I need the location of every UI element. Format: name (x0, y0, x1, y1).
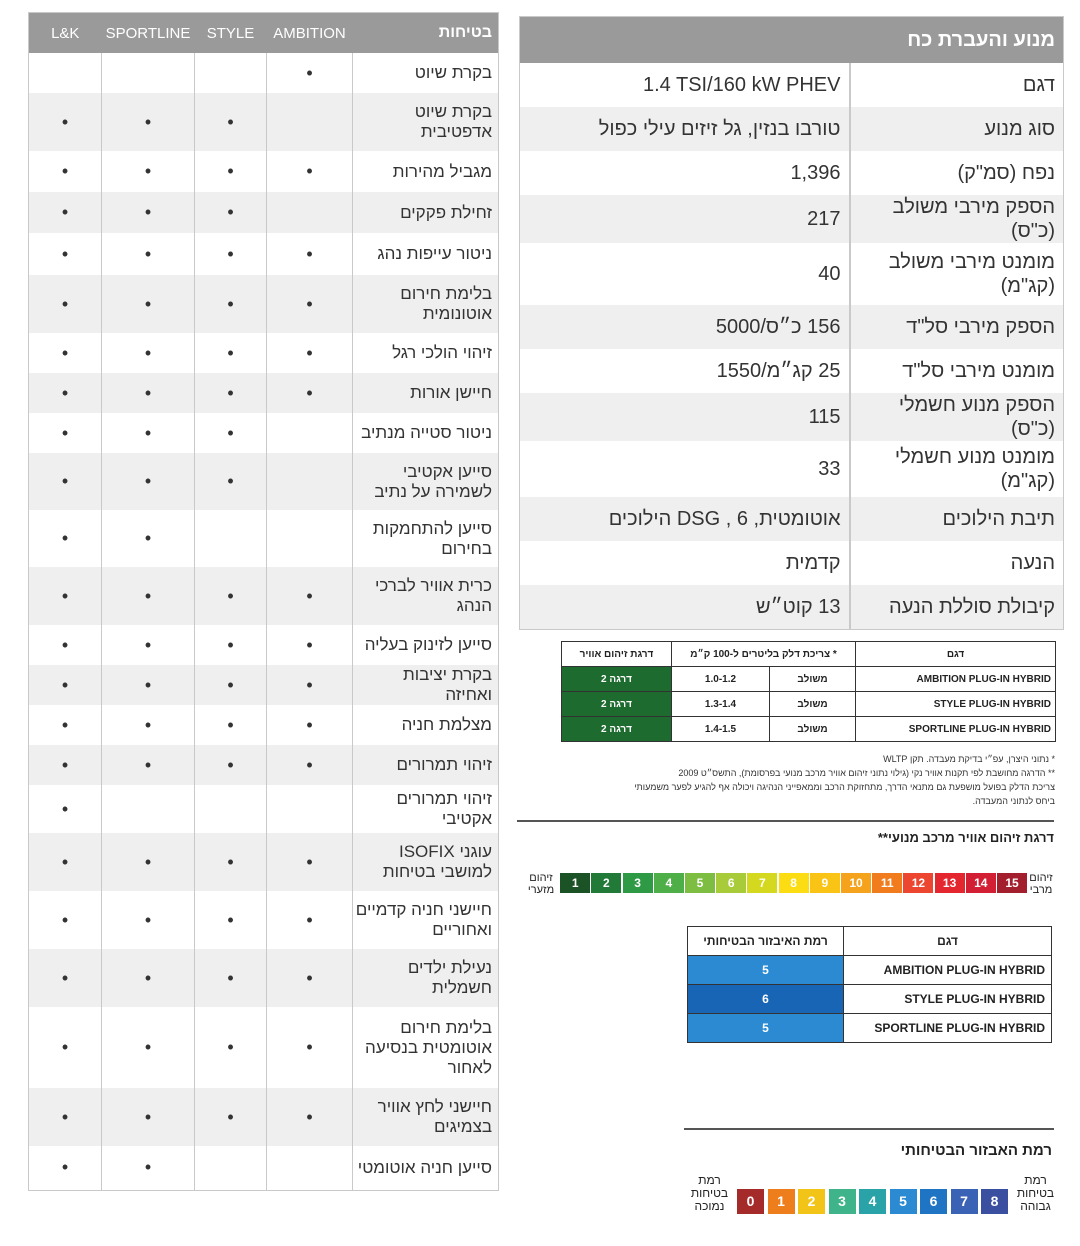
pollution-level-box: 10 (841, 873, 871, 893)
level-body (688, 956, 1052, 1043)
dot-sportline (102, 53, 195, 93)
dot-ambition: • (267, 705, 353, 745)
dot-ambition: • (267, 333, 353, 373)
feature-name: זחילת פקקים (353, 192, 499, 233)
dot-lk: • (29, 151, 102, 192)
col-header-style: STYLE (195, 13, 267, 54)
feature-name: חיישני חניה קדמיים ואחוריים (355, 900, 492, 939)
feature-name: בלימת חירום אוטומטית בנסיעה לאחור (365, 1017, 492, 1077)
dot-ambition: • (267, 891, 353, 949)
dot-ambition: • (267, 53, 353, 93)
dot-ambition: • (267, 567, 353, 625)
dot-ambition: • (267, 1088, 353, 1146)
spec-label: תיבת הילוכים (850, 497, 1064, 541)
dot-lk: • (29, 93, 102, 151)
fuel-model: SPORTLINE PLUG-IN HYBRID (856, 717, 1056, 742)
table-row (29, 785, 499, 833)
pollution-level-box: 9 (810, 873, 840, 893)
dot-lk: • (29, 192, 102, 233)
spec-value: 25 קג״מ/1550 (520, 349, 850, 393)
feature-name: סייען אקטיבי לשמירה על נתיב (353, 453, 499, 510)
dot-lk: • (29, 745, 102, 785)
dot-sportline: • (102, 510, 195, 567)
fuel-header-model: דגם (856, 642, 1056, 667)
feature-name: מגביל מהירות (392, 161, 492, 181)
dot-ambition: • (267, 373, 353, 413)
safety-features-table (28, 12, 499, 1191)
dot-lk (29, 53, 102, 93)
dot-lk: • (29, 567, 102, 625)
safety-level-box: 1 (768, 1189, 795, 1214)
dot-ambition: • (267, 745, 353, 785)
table-row (29, 373, 499, 413)
consumption-range: 1.0-1.2 (672, 667, 770, 692)
spec-row (520, 393, 1064, 441)
table-row (29, 333, 499, 373)
dot-lk: • (29, 785, 102, 833)
table-row (29, 1088, 499, 1146)
feature-name: נעילת ילדים חשמלית (353, 949, 499, 1007)
dot-sportline: • (102, 93, 195, 151)
feature-name: בלימת חירום אוטונומית (353, 275, 499, 333)
dot-sportline: • (102, 833, 195, 891)
safety-level-value: 6 (688, 985, 844, 1014)
fuel-notes (540, 752, 1055, 808)
dot-style: • (195, 93, 267, 151)
pollution-low-label: זיהום מזערי (527, 872, 555, 896)
divider (684, 1128, 1054, 1130)
pollution-grade: דרגה 2 (562, 717, 672, 742)
spec-label: הנעה (1010, 552, 1056, 574)
feature-name: מצלמת חניה (401, 715, 492, 734)
spec-value: 1.4 TSI/160 kW PHEV (520, 63, 850, 107)
dot-lk: • (29, 891, 102, 949)
dot-style: • (195, 151, 267, 192)
dot-ambition: • (267, 233, 353, 275)
spec-row (520, 151, 1064, 195)
dot-ambition: • (267, 625, 353, 665)
feature-name: חיישני לחץ אוויר בצמיגים (353, 1088, 499, 1146)
level-header-model: דגם (844, 927, 1052, 956)
dot-ambition (267, 93, 353, 151)
feature-name: בקרת שיוט אדפטיבית (353, 93, 499, 151)
consumption-type: משולב (770, 667, 856, 692)
feature-name: סייען חניה אוטומטי (357, 1157, 492, 1177)
dot-sportline: • (102, 413, 195, 453)
dot-sportline: • (102, 1007, 195, 1088)
fuel-body (562, 667, 1056, 742)
dot-lk: • (29, 1146, 102, 1190)
dot-sportline: • (102, 745, 195, 785)
table-row (29, 1146, 499, 1190)
safety-level-box: 8 (981, 1189, 1008, 1214)
fuel-header-grade: דרגת זיהום אוויר (562, 642, 672, 667)
feature-name: ניטור סטייה מנתיב (361, 423, 492, 442)
spec-value: 13 קוט״ש (520, 585, 850, 629)
dot-lk: • (29, 275, 102, 333)
feature-name: סייען להתחמקות בחירום (372, 518, 492, 558)
dot-sportline: • (102, 665, 195, 705)
consumption-type: משולב (770, 717, 856, 742)
engine-spec-table (519, 16, 1064, 630)
table-row (29, 192, 499, 233)
table-row (29, 625, 499, 665)
spec-value: אוטומטית, DSG , 6 הילוכים (520, 497, 850, 541)
dot-sportline: • (102, 705, 195, 745)
spec-value: 1,396 (520, 151, 850, 195)
feature-name: סייען לזינוק בעליה (364, 635, 492, 654)
spec-row (520, 305, 1064, 349)
dot-sportline: • (102, 192, 195, 233)
col-header-safety: בטיחות (353, 13, 499, 54)
dot-sportline: • (102, 891, 195, 949)
dot-ambition (267, 192, 353, 233)
col-header-sportline: SPORTLINE (102, 13, 195, 54)
spec-value: 115 (520, 393, 850, 441)
pollution-level-box: 4 (654, 873, 684, 893)
dot-lk: • (29, 233, 102, 275)
safety-level-box: 4 (859, 1189, 886, 1214)
note-line: ** הדרגה מחושבת לפי תקנות אוויר נקי (גילוי נתוני זיהום אוויר מרכב מנועי בפרסומת), התשס״ט 2009 (678, 768, 1055, 778)
dot-sportline: • (102, 453, 195, 510)
dot-sportline: • (102, 275, 195, 333)
dot-lk: • (29, 373, 102, 413)
col-header-lk: L&K (29, 13, 102, 54)
table-row (29, 93, 499, 151)
dot-style: • (195, 413, 267, 453)
safety-header-row (29, 13, 499, 54)
fuel-row (562, 667, 1056, 692)
fuel-header-consumption: צריכת דלק בליטרים ל-100 ק״מ * (672, 642, 856, 667)
spec-label: דגם (1022, 74, 1056, 96)
dot-lk: • (29, 1007, 102, 1088)
dot-ambition (267, 510, 353, 567)
col-header-ambition: AMBITION (267, 13, 353, 54)
consumption-range: 1.4-1.5 (672, 717, 770, 742)
feature-name: זיהוי תמרורים (353, 745, 499, 785)
spec-row (520, 243, 1064, 305)
dot-sportline: • (102, 1146, 195, 1190)
level-model: STYLE PLUG-IN HYBRID (844, 985, 1052, 1014)
spec-value: 156 כ״ס/5000 (520, 305, 850, 349)
safety-level-table (687, 926, 1052, 1043)
safety-body (29, 53, 499, 1190)
feature-name: בקרת יציבות ואחיזה (353, 665, 499, 705)
table-row (29, 745, 499, 785)
spec-label: מומנט מירבי משולב (קג"מ) (888, 251, 1056, 297)
spec-row (520, 107, 1064, 151)
fuel-model: STYLE PLUG-IN HYBRID (856, 692, 1056, 717)
note-line: * נתוני היצרן, עפ״י בדיקת מעבדה. תקן WLTP (883, 754, 1055, 764)
table-row (29, 453, 499, 510)
feature-name: ניטור עייפות נהג (377, 244, 492, 263)
note-line: ביחס לנתוני המעבדה. (972, 796, 1055, 806)
dot-style (195, 1146, 267, 1190)
feature-name: חיישן אורות (353, 373, 499, 413)
dot-style: • (195, 567, 267, 625)
pollution-level-box: 2 (591, 873, 621, 893)
dot-style: • (195, 275, 267, 333)
fuel-model: AMBITION PLUG-IN HYBRID (856, 667, 1056, 692)
dot-lk: • (29, 949, 102, 1007)
safety-level-box: 7 (951, 1189, 978, 1214)
dot-ambition: • (267, 949, 353, 1007)
dot-lk: • (29, 333, 102, 373)
dot-lk: • (29, 625, 102, 665)
pollution-level-box: 12 (903, 873, 933, 893)
dot-sportline: • (102, 333, 195, 373)
note-line: צריכת הדלק בפועל מושפעת גם מתנאי הדרך, מתחזוקת הרכב וממאפייני הנהיגה ויכולה אף להגיע לפער משמעותי (634, 782, 1055, 792)
spec-label: הספק מירבי משולב (כ"ס) (850, 195, 1064, 243)
pollution-level-box: 14 (966, 873, 996, 893)
pollution-title: דרגת זיהום אוויר מרכב מנועי** (877, 830, 1054, 845)
spec-value: 217 (520, 195, 850, 243)
fuel-row (562, 717, 1056, 742)
table-row (29, 949, 499, 1007)
feature-name: עוגני ISOFIX למושבי בטיחות (353, 833, 499, 891)
spec-row (520, 63, 1064, 107)
pollution-level-box: 3 (623, 873, 653, 893)
dot-style: • (195, 333, 267, 373)
dot-sportline: • (102, 151, 195, 192)
dot-style: • (195, 949, 267, 1007)
level-model: SPORTLINE PLUG-IN HYBRID (844, 1014, 1052, 1043)
table-row (29, 891, 499, 949)
level-row (688, 1014, 1052, 1043)
pollution-level-box: 11 (872, 873, 902, 893)
fuel-consumption-table (561, 641, 1056, 742)
dot-ambition: • (267, 275, 353, 333)
spec-row (520, 585, 1064, 629)
safety-level-box: 3 (829, 1189, 856, 1214)
dot-style: • (195, 453, 267, 510)
safety-low-label: רמת בטיחות נמוכה (690, 1173, 729, 1213)
dot-sportline: • (102, 949, 195, 1007)
safety-level-box: 5 (890, 1189, 917, 1214)
spec-label: הספק מנוע חשמלי (כ"ס) (850, 393, 1064, 441)
spec-label: הספק מירבי סל"ד (850, 305, 1064, 349)
dot-lk: • (29, 705, 102, 745)
dot-ambition: • (267, 665, 353, 705)
spec-row (520, 195, 1064, 243)
table-row (29, 1007, 499, 1088)
dot-style: • (195, 665, 267, 705)
level-row (688, 956, 1052, 985)
divider (517, 820, 1054, 822)
table-row (29, 275, 499, 333)
pollution-grade: דרגה 2 (562, 692, 672, 717)
safety-scale-title: רמת האבזור הבטיחותי (900, 1142, 1052, 1159)
spec-label: מומנט מנוע חשמלי (קג"מ) (894, 446, 1056, 492)
safety-level-box: 0 (737, 1189, 764, 1214)
dot-sportline: • (102, 1088, 195, 1146)
pollution-level-box: 7 (747, 873, 777, 893)
table-row (29, 567, 499, 625)
pollution-high-label: זיהום מרבי (1029, 872, 1053, 896)
pollution-level-box: 6 (716, 873, 746, 893)
dot-style: • (195, 625, 267, 665)
feature-name: זיהוי הולכי רגל (392, 343, 492, 362)
feature-name: כרית אוויר לברכי הנהג (353, 567, 499, 625)
dot-style: • (195, 1007, 267, 1088)
dot-style: • (195, 705, 267, 745)
pollution-level-box: 15 (997, 873, 1027, 893)
dot-style (195, 510, 267, 567)
table-row (29, 510, 499, 567)
dot-lk: • (29, 665, 102, 705)
consumption-type: משולב (770, 692, 856, 717)
dot-style (195, 785, 267, 833)
spec-label: קיבולת סוללת הנעה (850, 585, 1064, 629)
dot-sportline (102, 785, 195, 833)
engine-body (520, 63, 1064, 629)
spec-label: מומנט מירבי סל"ד (902, 360, 1056, 382)
fuel-row (562, 692, 1056, 717)
dot-ambition: • (267, 151, 353, 192)
table-row (29, 833, 499, 891)
safety-level-box: 6 (920, 1189, 947, 1214)
feature-name: זיהוי תמרורים אקטיבי (396, 789, 492, 828)
spec-label: נפח (סמ"ק) (957, 162, 1056, 184)
level-header-level: רמת האיבזור הבטיחותי (688, 927, 844, 956)
dot-lk: • (29, 453, 102, 510)
spec-value: קדמית (520, 541, 850, 585)
spec-value: 33 (520, 441, 850, 497)
pollution-level-box: 13 (935, 873, 965, 893)
dot-sportline: • (102, 567, 195, 625)
table-row (29, 413, 499, 453)
level-model: AMBITION PLUG-IN HYBRID (844, 956, 1052, 985)
dot-style: • (195, 833, 267, 891)
dot-ambition (267, 1146, 353, 1190)
spec-row (520, 349, 1064, 393)
dot-ambition: • (267, 833, 353, 891)
dot-sportline: • (102, 233, 195, 275)
dot-sportline: • (102, 373, 195, 413)
safety-level-value: 5 (688, 1014, 844, 1043)
spec-row (520, 441, 1064, 497)
spec-row (520, 541, 1064, 585)
safety-level-box: 2 (798, 1189, 825, 1214)
dot-lk: • (29, 1088, 102, 1146)
table-row (29, 53, 499, 93)
safety-high-label: רמת בטיחות גבוהה (1016, 1173, 1055, 1213)
dot-ambition: • (267, 1007, 353, 1088)
dot-ambition (267, 785, 353, 833)
pollution-level-box: 1 (560, 873, 590, 893)
feature-name: בקרת שיוט (414, 63, 492, 82)
dot-style (195, 53, 267, 93)
dot-lk: • (29, 510, 102, 567)
table-row (29, 665, 499, 705)
table-row (29, 233, 499, 275)
table-row (29, 151, 499, 192)
dot-ambition (267, 453, 353, 510)
dot-ambition (267, 413, 353, 453)
engine-title: מנוע והעברת כח (520, 17, 1064, 64)
dot-style: • (195, 373, 267, 413)
spec-row (520, 497, 1064, 541)
spec-value: 40 (520, 243, 850, 305)
dot-lk: • (29, 833, 102, 891)
dot-lk: • (29, 413, 102, 453)
dot-style: • (195, 891, 267, 949)
spec-label: סוג מנוע (850, 107, 1064, 151)
consumption-range: 1.3-1.4 (672, 692, 770, 717)
pollution-level-box: 8 (779, 873, 809, 893)
dot-style: • (195, 233, 267, 275)
pollution-level-box: 5 (685, 873, 715, 893)
pollution-grade: דרגה 2 (562, 667, 672, 692)
table-row (29, 705, 499, 745)
dot-style: • (195, 192, 267, 233)
spec-value: טורבו בנזין, גל זיזים עילי כפול (520, 107, 850, 151)
safety-level-value: 5 (688, 956, 844, 985)
dot-style: • (195, 1088, 267, 1146)
dot-style: • (195, 745, 267, 785)
level-row (688, 985, 1052, 1014)
dot-sportline: • (102, 625, 195, 665)
